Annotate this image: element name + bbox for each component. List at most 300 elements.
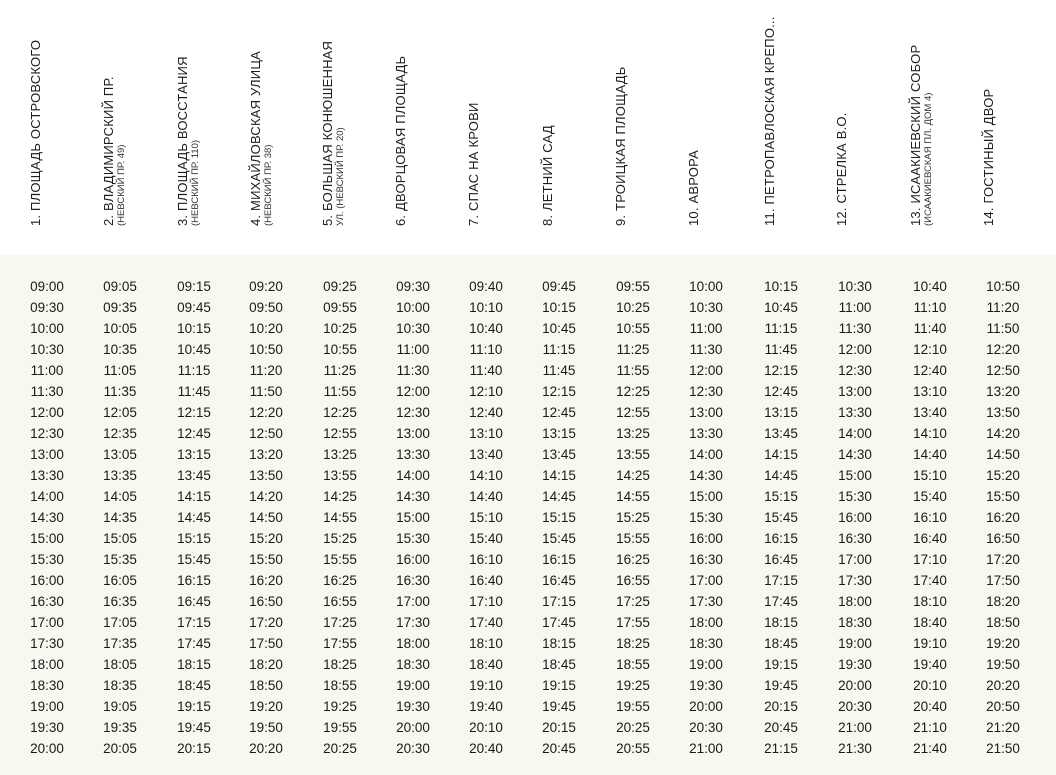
departure-time: 18:30 (30, 678, 64, 693)
departure-time: 14:15 (764, 447, 798, 462)
departure-time: 16:15 (542, 552, 576, 567)
stop-label (834, 0, 849, 226)
departure-time: 19:45 (764, 678, 798, 693)
departure-time: 10:55 (616, 321, 650, 336)
departure-time: 10:30 (30, 342, 64, 357)
departure-time: 09:20 (249, 279, 283, 294)
time-column-14 (968, 276, 1038, 759)
stop-header-wrap (834, 0, 896, 226)
departure-time: 16:30 (396, 573, 430, 588)
departure-time: 14:25 (323, 489, 357, 504)
departure-time: 15:20 (249, 531, 283, 546)
departure-time: 15:30 (689, 510, 723, 525)
departure-time: 17:25 (616, 594, 650, 609)
stop-header-wrap (175, 0, 237, 226)
departure-time: 11:20 (986, 300, 1020, 315)
departure-time: 18:50 (249, 678, 283, 693)
departure-time: 16:30 (689, 552, 723, 567)
departure-time: 19:55 (323, 720, 357, 735)
stop-address: (НЕВСКИЙ ПР. 49) (116, 144, 127, 226)
departure-time: 18:30 (396, 657, 430, 672)
departure-time: 11:00 (689, 321, 723, 336)
stop-label (466, 0, 481, 226)
departure-time: 15:40 (913, 489, 947, 504)
departure-time: 09:45 (542, 279, 576, 294)
departure-time: 15:15 (542, 510, 576, 525)
departure-time: 17:30 (396, 615, 430, 630)
departure-time: 14:30 (838, 447, 872, 462)
departure-time: 16:55 (616, 573, 650, 588)
departure-time: 17:15 (542, 594, 576, 609)
departure-time: 20:15 (764, 699, 798, 714)
stop-address: (НЕВСКИЙ ПР. 38) (263, 144, 274, 226)
departure-time: 21:30 (838, 741, 872, 756)
departure-time: 12:25 (616, 384, 650, 399)
departure-time: 15:00 (689, 489, 723, 504)
departure-time: 19:15 (764, 657, 798, 672)
stop-header-wrap (686, 0, 748, 226)
departure-time: 12:30 (689, 384, 723, 399)
departure-time: 19:45 (177, 720, 211, 735)
departure-time: 15:30 (838, 489, 872, 504)
departure-time: 17:10 (469, 594, 503, 609)
time-column-12 (820, 276, 890, 759)
stop-header-6 (393, 0, 455, 226)
departure-time: 13:40 (913, 405, 947, 420)
departure-time: 19:00 (396, 678, 430, 693)
departure-time: 18:25 (323, 657, 357, 672)
departure-time: 19:50 (986, 657, 1020, 672)
departure-time: 17:05 (103, 615, 137, 630)
departure-time: 16:00 (396, 552, 430, 567)
departure-time: 20:15 (177, 741, 211, 756)
departure-time: 15:45 (177, 552, 211, 567)
stop-name: 12. СТРЕЛКА В.О. (834, 112, 849, 226)
stop-name: 3. ПЛОЩАДЬ ВОССТАНИЯ (175, 56, 190, 226)
departure-time: 20:55 (616, 741, 650, 756)
departure-time: 17:40 (913, 573, 947, 588)
stop-name: 9. ТРОИЦКАЯ ПЛОЩАДЬ (613, 66, 628, 226)
departure-time: 19:00 (689, 657, 723, 672)
departure-time: 10:45 (177, 342, 211, 357)
departure-time: 13:55 (616, 447, 650, 462)
departure-time: 16:50 (249, 594, 283, 609)
departure-time: 18:10 (469, 636, 503, 651)
departure-time: 15:40 (469, 531, 503, 546)
departure-time: 16:00 (838, 510, 872, 525)
departure-time: 15:00 (396, 510, 430, 525)
departure-time: 11:30 (838, 321, 872, 336)
departure-time: 11:20 (249, 363, 283, 378)
departure-time: 11:15 (542, 342, 576, 357)
stop-header-10 (686, 0, 748, 226)
departure-time: 12:55 (616, 405, 650, 420)
departure-time: 12:45 (764, 384, 798, 399)
stop-address: (ИСААКИЕВСКАЯ ПЛ. ДОМ 4) (923, 92, 934, 226)
departure-time: 10:30 (689, 300, 723, 315)
departure-time: 19:50 (249, 720, 283, 735)
departure-time: 09:35 (103, 300, 137, 315)
departure-time: 12:15 (542, 384, 576, 399)
time-column-4 (231, 276, 301, 759)
stop-address: (НЕВСКИЙ ПР. 110) (190, 139, 201, 226)
departure-time: 14:20 (986, 426, 1020, 441)
stop-label (28, 0, 43, 226)
departure-time: 12:00 (838, 342, 872, 357)
stop-header-4 (248, 0, 310, 226)
stop-header-9 (613, 0, 675, 226)
departure-time: 16:30 (30, 594, 64, 609)
departure-time: 14:15 (177, 489, 211, 504)
departure-time: 13:40 (469, 447, 503, 462)
departure-time: 21:00 (838, 720, 872, 735)
departure-time: 18:45 (542, 657, 576, 672)
departure-time: 10:15 (177, 321, 211, 336)
departure-time: 19:30 (838, 657, 872, 672)
stop-name: 1. ПЛОЩАДЬ ОСТРОВСКОГО (28, 39, 43, 226)
stop-label (613, 0, 628, 226)
departure-time: 20:30 (396, 741, 430, 756)
departure-time: 16:55 (323, 594, 357, 609)
departure-time: 10:15 (542, 300, 576, 315)
stop-header-13 (908, 0, 970, 226)
stop-header-11 (762, 0, 824, 226)
departure-time: 20:20 (249, 741, 283, 756)
departure-time: 20:40 (469, 741, 503, 756)
departure-time: 20:00 (689, 699, 723, 714)
departure-time: 19:25 (616, 678, 650, 693)
stop-header-wrap (248, 0, 310, 226)
stop-header-12 (834, 0, 896, 226)
departure-time: 19:15 (542, 678, 576, 693)
stop-address: УЛ. (НЕВСКИЙ ПР. 20) (335, 127, 346, 226)
departure-time: 13:35 (103, 468, 137, 483)
time-column-2 (85, 276, 155, 759)
departure-time: 19:40 (469, 699, 503, 714)
stop-name: 8. ЛЕТНИЙ САД (540, 125, 555, 226)
stop-name: 7. СПАС НА КРОВИ (466, 102, 481, 226)
departure-time: 10:45 (764, 300, 798, 315)
departure-time: 10:40 (913, 279, 947, 294)
departure-time: 13:15 (177, 447, 211, 462)
time-column-13 (895, 276, 965, 759)
departure-time: 20:00 (838, 678, 872, 693)
departure-time: 14:00 (689, 447, 723, 462)
departure-time: 17:30 (30, 636, 64, 651)
departure-time: 11:25 (323, 363, 357, 378)
departure-time: 13:45 (177, 468, 211, 483)
departure-time: 11:45 (542, 363, 576, 378)
departure-time: 12:15 (177, 405, 211, 420)
departure-time: 17:55 (616, 615, 650, 630)
departure-time: 18:00 (838, 594, 872, 609)
stop-header-wrap (908, 0, 970, 226)
departure-time: 13:30 (689, 426, 723, 441)
departure-time: 11:30 (689, 342, 723, 357)
stop-header-1 (28, 0, 90, 226)
departure-time: 17:45 (764, 594, 798, 609)
time-column-8 (524, 276, 594, 759)
time-column-10 (671, 276, 741, 759)
stop-name: 11. ПЕТРОПАВЛОСКАЯ КРЕПО... (762, 16, 777, 226)
departure-time: 16:20 (986, 510, 1020, 525)
departure-time: 13:20 (249, 447, 283, 462)
departure-time: 14:30 (689, 468, 723, 483)
departure-time: 13:05 (103, 447, 137, 462)
departure-time: 11:10 (913, 300, 947, 315)
stop-header-wrap (540, 0, 602, 226)
departure-time: 17:00 (838, 552, 872, 567)
departure-time: 13:20 (986, 384, 1020, 399)
departure-time: 21:20 (986, 720, 1020, 735)
departure-time: 19:55 (616, 699, 650, 714)
departure-time: 19:00 (838, 636, 872, 651)
departure-time: 12:30 (838, 363, 872, 378)
departure-time: 13:15 (542, 426, 576, 441)
departure-time: 15:15 (177, 531, 211, 546)
departure-time: 14:50 (249, 510, 283, 525)
departure-time: 21:00 (689, 741, 723, 756)
departure-time: 18:00 (396, 636, 430, 651)
departure-time: 19:00 (30, 699, 64, 714)
stop-label (540, 0, 555, 226)
departure-time: 21:15 (764, 741, 798, 756)
departure-time: 13:00 (689, 405, 723, 420)
departure-time: 19:15 (177, 699, 211, 714)
departure-time: 14:35 (103, 510, 137, 525)
departure-time: 19:30 (689, 678, 723, 693)
departure-time: 10:35 (103, 342, 137, 357)
departure-time: 14:50 (986, 447, 1020, 462)
departure-time: 13:10 (913, 384, 947, 399)
departure-time: 17:50 (249, 636, 283, 651)
departure-time: 12:00 (30, 405, 64, 420)
departure-time: 18:00 (30, 657, 64, 672)
departure-time: 16:50 (986, 531, 1020, 546)
departure-time: 20:25 (616, 720, 650, 735)
departure-time: 09:00 (30, 279, 64, 294)
departure-time: 10:40 (469, 321, 503, 336)
time-column-5 (305, 276, 375, 759)
departure-time: 11:35 (103, 384, 137, 399)
departure-time: 10:45 (542, 321, 576, 336)
departure-time: 10:00 (689, 279, 723, 294)
departure-time: 18:50 (986, 615, 1020, 630)
departure-time: 15:30 (30, 552, 64, 567)
departure-time: 13:30 (396, 447, 430, 462)
departure-time: 12:35 (103, 426, 137, 441)
time-column-11 (746, 276, 816, 759)
timetable-body (0, 255, 1056, 775)
stop-label (908, 0, 934, 226)
departure-time: 12:30 (30, 426, 64, 441)
departure-time: 16:15 (764, 531, 798, 546)
departure-time: 12:45 (542, 405, 576, 420)
stop-label (320, 0, 346, 226)
departure-time: 12:50 (249, 426, 283, 441)
departure-time: 18:30 (838, 615, 872, 630)
departure-time: 11:05 (103, 363, 137, 378)
departure-time: 12:40 (913, 363, 947, 378)
stop-header-8 (540, 0, 602, 226)
departure-time: 18:20 (249, 657, 283, 672)
stop-label (175, 0, 201, 226)
departure-time: 14:20 (249, 489, 283, 504)
departure-time: 15:25 (323, 531, 357, 546)
departure-time: 19:20 (249, 699, 283, 714)
departure-time: 17:15 (764, 573, 798, 588)
departure-time: 10:00 (396, 300, 430, 315)
departure-time: 18:25 (616, 636, 650, 651)
departure-time: 16:20 (249, 573, 283, 588)
departure-time: 18:35 (103, 678, 137, 693)
departure-time: 13:00 (30, 447, 64, 462)
departure-time: 18:45 (764, 636, 798, 651)
departure-time: 18:10 (913, 594, 947, 609)
departure-time: 14:00 (30, 489, 64, 504)
departure-time: 16:00 (30, 573, 64, 588)
departure-time: 10:10 (469, 300, 503, 315)
departure-time: 14:55 (616, 489, 650, 504)
time-column-6 (378, 276, 448, 759)
departure-time: 20:40 (913, 699, 947, 714)
departure-time: 20:45 (764, 720, 798, 735)
stops-header (0, 0, 1056, 255)
departure-time: 19:10 (469, 678, 503, 693)
departure-time: 14:15 (542, 468, 576, 483)
departure-time: 21:50 (986, 741, 1020, 756)
departure-time: 16:40 (469, 573, 503, 588)
departure-time: 13:00 (396, 426, 430, 441)
departure-time: 09:30 (396, 279, 430, 294)
departure-time: 12:00 (396, 384, 430, 399)
departure-time: 19:10 (913, 636, 947, 651)
departure-time: 09:30 (30, 300, 64, 315)
departure-time: 15:50 (986, 489, 1020, 504)
departure-time: 12:10 (469, 384, 503, 399)
departure-time: 20:25 (323, 741, 357, 756)
departure-time: 17:00 (30, 615, 64, 630)
departure-time: 13:25 (616, 426, 650, 441)
stop-name: 14. ГОСТИНЫЙ ДВОР (981, 88, 996, 226)
departure-time: 11:45 (177, 384, 211, 399)
departure-time: 10:55 (323, 342, 357, 357)
departure-time: 10:15 (764, 279, 798, 294)
departure-time: 09:05 (103, 279, 137, 294)
departure-time: 14:00 (838, 426, 872, 441)
departure-time: 19:30 (396, 699, 430, 714)
departure-time: 12:10 (913, 342, 947, 357)
stop-label (981, 0, 996, 226)
departure-time: 10:05 (103, 321, 137, 336)
departure-time: 17:10 (913, 552, 947, 567)
departure-time: 15:55 (323, 552, 357, 567)
departure-time: 18:20 (986, 594, 1020, 609)
departure-time: 14:45 (542, 489, 576, 504)
departure-time: 09:45 (177, 300, 211, 315)
stop-header-2 (101, 0, 163, 226)
departure-time: 15:55 (616, 531, 650, 546)
departure-time: 16:45 (177, 594, 211, 609)
departure-time: 19:30 (30, 720, 64, 735)
departure-time: 12:45 (177, 426, 211, 441)
departure-time: 11:40 (913, 321, 947, 336)
departure-time: 11:50 (249, 384, 283, 399)
departure-time: 19:05 (103, 699, 137, 714)
stop-name: 10. АВРОРА (686, 150, 701, 226)
departure-time: 20:00 (30, 741, 64, 756)
departure-time: 15:35 (103, 552, 137, 567)
departure-time: 13:25 (323, 447, 357, 462)
departure-time: 18:55 (323, 678, 357, 693)
departure-time: 14:05 (103, 489, 137, 504)
time-column-1 (12, 276, 82, 759)
departure-time: 18:15 (177, 657, 211, 672)
departure-time: 21:10 (913, 720, 947, 735)
stop-label (686, 0, 701, 226)
departure-time: 14:45 (177, 510, 211, 525)
departure-time: 14:40 (913, 447, 947, 462)
departure-time: 20:15 (542, 720, 576, 735)
departure-time: 15:50 (249, 552, 283, 567)
departure-time: 20:45 (542, 741, 576, 756)
stop-header-wrap (101, 0, 163, 226)
departure-time: 17:15 (177, 615, 211, 630)
stop-header-wrap (466, 0, 528, 226)
departure-time: 21:40 (913, 741, 947, 756)
departure-time: 20:10 (469, 720, 503, 735)
departure-time: 19:45 (542, 699, 576, 714)
departure-time: 16:15 (177, 573, 211, 588)
departure-time: 11:00 (396, 342, 430, 357)
departure-time: 11:00 (30, 363, 64, 378)
stop-label (248, 0, 274, 226)
departure-time: 14:40 (469, 489, 503, 504)
departure-time: 16:45 (542, 573, 576, 588)
departure-time: 14:00 (396, 468, 430, 483)
stop-header-wrap (28, 0, 90, 226)
stop-header-14 (981, 0, 1043, 226)
time-column-9 (598, 276, 668, 759)
departure-time: 16:10 (913, 510, 947, 525)
departure-time: 12:00 (689, 363, 723, 378)
departure-time: 20:30 (689, 720, 723, 735)
departure-time: 15:15 (764, 489, 798, 504)
stop-header-wrap (762, 0, 824, 226)
departure-time: 15:10 (469, 510, 503, 525)
departure-time: 20:30 (838, 699, 872, 714)
stop-header-wrap (320, 0, 382, 226)
departure-time: 11:55 (616, 363, 650, 378)
departure-time: 17:25 (323, 615, 357, 630)
departure-time: 09:40 (469, 279, 503, 294)
time-column-3 (159, 276, 229, 759)
departure-time: 18:40 (469, 657, 503, 672)
departure-time: 17:30 (689, 594, 723, 609)
departure-time: 16:40 (913, 531, 947, 546)
departure-time: 13:10 (469, 426, 503, 441)
departure-time: 11:45 (764, 342, 798, 357)
departure-time: 10:25 (616, 300, 650, 315)
departure-time: 15:30 (396, 531, 430, 546)
departure-time: 18:55 (616, 657, 650, 672)
departure-time: 17:45 (177, 636, 211, 651)
departure-time: 11:55 (323, 384, 357, 399)
departure-time: 17:35 (103, 636, 137, 651)
departure-time: 13:55 (323, 468, 357, 483)
departure-time: 15:20 (986, 468, 1020, 483)
departure-time: 12:40 (469, 405, 503, 420)
